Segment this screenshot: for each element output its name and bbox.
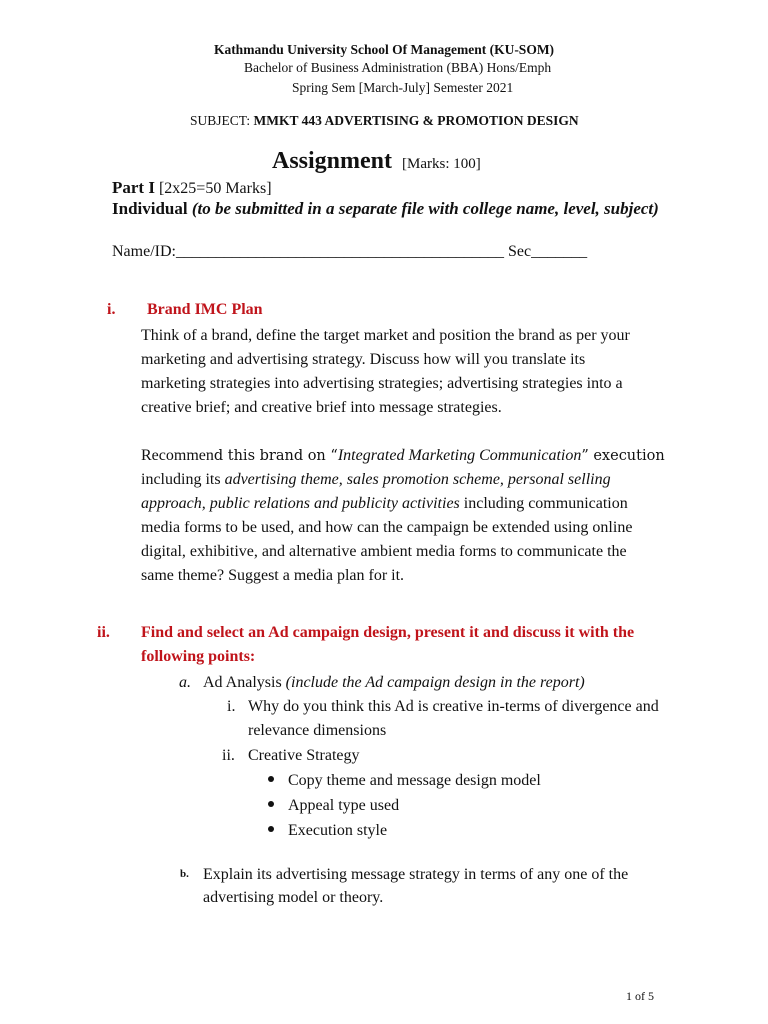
para2-line1-c: Integrated Marketing Communication — [337, 447, 582, 464]
para2-line2-a: including its — [141, 471, 225, 488]
sub-ii-label: Creative Strategy — [248, 747, 360, 764]
bullet-text: Execution style — [288, 822, 388, 839]
sub-ii-marker: ii. — [222, 747, 235, 764]
item-a-marker: a. — [179, 674, 191, 691]
para2-line1-b: d this brand on “ — [213, 448, 338, 464]
individual-line — [112, 199, 659, 219]
section-ii-heading-line1: Find and select an Ad campaign design, present it and discuss it with the — [141, 624, 635, 641]
section-i-para2-line5: digital, exhibitive, and alternative ambient media forms to communicate the — [141, 543, 627, 560]
subject-prefix: SUBJECT: — [190, 113, 254, 128]
individual-label: Individual — [112, 199, 188, 218]
section-i-para2-line2 — [141, 468, 611, 492]
bullet-text: Copy theme and message design model — [288, 772, 541, 789]
part-line — [112, 178, 272, 198]
section-i-para2-line1 — [141, 444, 665, 468]
sub-i-line2: relevance dimensions — [248, 722, 387, 739]
section-i-para2-line3 — [141, 492, 628, 516]
para2-line2-b: advertising theme, sales promotion scheme, personal selling — [224, 471, 611, 488]
section-i-para1-line3: marketing strategies into advertising strategies; advertising strategies into a — [141, 375, 623, 392]
institution-name: Kathmandu University School Of Management (KU-SOM) — [213, 42, 555, 57]
assignment-marks: [Marks: 100] — [402, 156, 481, 172]
bullet-item — [268, 769, 541, 793]
item-a-note: (include the Ad campaign design in the report) — [285, 674, 585, 691]
subject-name: MMKT 443 ADVERTISING & PROMOTION DESIGN — [253, 113, 579, 128]
para2-line3-a: approach, public relations and publicity activities — [141, 495, 460, 512]
section-i-para1-line4: creative brief; and creative brief into message strategies. — [141, 399, 502, 416]
section-ii-numeral: ii. — [97, 624, 110, 641]
item-b-marker: b. — [180, 868, 189, 880]
section-i-para1-line2: marketing and advertising strategy. Discuss how will you translate its — [141, 351, 586, 368]
item-a-label: Ad Analysis — [203, 674, 286, 691]
bullet-icon — [268, 776, 274, 782]
section-i-para1-line1: Think of a brand, define the target market and position the brand as per your — [141, 327, 630, 344]
para2-line3-b: including communication — [459, 495, 628, 512]
part-label: Part I — [112, 178, 155, 197]
para2-line1-a: Recommen — [141, 447, 214, 464]
section-i-para2-line4: media forms to be used, and how can the campaign be extended using online — [141, 519, 633, 536]
section-i-heading: Brand IMC Plan — [147, 301, 263, 318]
semester-line: Spring Sem [March-July] Semester 2021 — [292, 80, 514, 95]
assignment-title: Assignment — [272, 148, 393, 174]
name-id-field: Name/ID:_________________________________________ Sec_______ — [112, 243, 588, 260]
bullet-icon — [268, 826, 274, 832]
page-number: 1 of 5 — [626, 989, 654, 1003]
section-i-numeral: i. — [107, 301, 116, 318]
item-a-line — [203, 671, 585, 695]
para2-line1-d: ” execution — [581, 448, 665, 464]
bullet-icon — [268, 801, 274, 807]
sub-i-line1: Why do you think this Ad is creative in-terms of divergence and — [248, 698, 659, 715]
sub-i-marker: i. — [227, 698, 236, 715]
individual-note: (to be submitted in a separate file with college name, level, subject) — [187, 199, 659, 218]
item-b-line1: Explain its advertising message strategy in terms of any one of the — [203, 866, 629, 883]
section-i-para2-line6: same theme? Suggest a media plan for it. — [141, 567, 405, 584]
part-marks: [2x25=50 Marks] — [154, 180, 272, 197]
bullet-item — [268, 794, 399, 818]
program-name: Bachelor of Business Administration (BBA) Hons/Emph — [244, 60, 552, 75]
assignment-title-row — [272, 148, 481, 175]
bullet-item — [268, 819, 387, 843]
bullet-text: Appeal type used — [288, 797, 400, 814]
item-b-line2: advertising model or theory. — [203, 889, 384, 906]
section-ii-heading-line2: following points: — [141, 648, 256, 665]
subject-line — [190, 113, 579, 129]
